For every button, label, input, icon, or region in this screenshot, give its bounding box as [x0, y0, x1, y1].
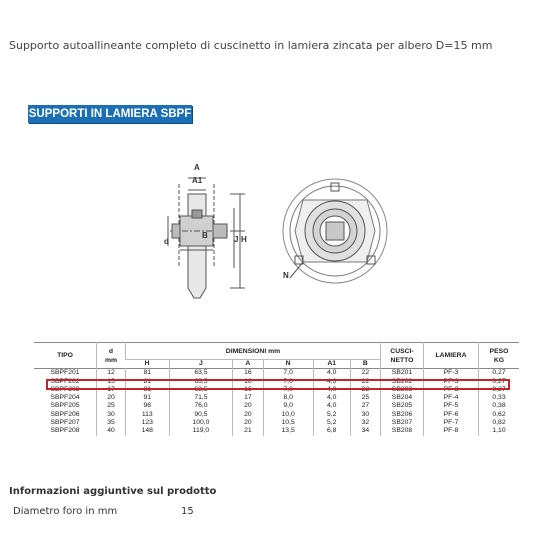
- label-d: d: [164, 237, 169, 246]
- table-cell: 0,27: [479, 369, 520, 378]
- table-cell: 27: [350, 402, 380, 410]
- table-cell: 81: [126, 386, 170, 394]
- table-cell: 8,0: [263, 394, 313, 402]
- table-cell: SBPF201: [50, 369, 80, 377]
- table-cell: SB203: [381, 386, 424, 394]
- table-cell: 35: [97, 419, 126, 427]
- table-cell: 9,0: [263, 402, 313, 410]
- table-cell: 40: [97, 427, 126, 435]
- table-cell: 4,0: [313, 402, 350, 410]
- table-cell: PF-3: [424, 369, 479, 378]
- table-cell: 0,33: [479, 394, 520, 402]
- table-cell: PF-7: [424, 419, 479, 427]
- table-cell: 71,5: [169, 394, 233, 402]
- table-cell: SB206: [381, 411, 424, 419]
- table-cell: 32: [350, 419, 380, 427]
- label-n: N: [283, 271, 289, 280]
- label-j: J: [234, 235, 239, 244]
- table-cell: 10,0: [263, 411, 313, 419]
- table-cell: PF-8: [424, 427, 479, 435]
- section-banner: SUPPORTI IN LAMIERA SBPF: [28, 105, 192, 123]
- table-cell: 16: [233, 386, 263, 394]
- table-row: [34, 427, 519, 435]
- table-cell: 81: [126, 369, 170, 378]
- table-cell: 21: [233, 427, 263, 435]
- info-value: 15: [181, 506, 194, 517]
- table-cell: 17: [233, 394, 263, 402]
- table-cell: PF-6: [424, 411, 479, 419]
- table-cell: SB201: [381, 369, 424, 378]
- table-cell: 12: [97, 369, 126, 378]
- table-cell: 25: [97, 402, 126, 410]
- selected-row-highlight: [46, 379, 510, 390]
- header-cuscinetto: CUSCI- NETTO: [381, 343, 424, 369]
- table-cell: 34: [350, 427, 380, 435]
- table-cell: 30: [350, 411, 380, 419]
- table-cell: SBPF207: [50, 419, 80, 427]
- table-cell: 5,2: [313, 411, 350, 419]
- table-cell: 90,5: [169, 411, 233, 419]
- front-view: [283, 179, 387, 283]
- table-cell: 0,27: [479, 378, 520, 386]
- table-cell: 4,0: [313, 378, 350, 386]
- table-cell: 0,38: [479, 402, 520, 410]
- table-cell: 0,27: [479, 386, 520, 394]
- table-cell: 22: [350, 369, 380, 378]
- header-lamiera: LAMIERA: [424, 343, 479, 369]
- table-cell: SBPF204: [50, 394, 80, 402]
- subheader-j: J: [169, 360, 233, 369]
- table-cell: 81: [126, 378, 170, 386]
- table-cell: 5,2: [313, 419, 350, 427]
- table-cell: 63,5: [169, 369, 233, 378]
- table-cell: 123: [126, 419, 170, 427]
- table-cell: 4,0: [313, 386, 350, 394]
- subheader-a: A: [233, 360, 263, 369]
- table-cell: 13,5: [263, 427, 313, 435]
- table-cell: 100,0: [169, 419, 233, 427]
- table-cell: 0,82: [479, 419, 520, 427]
- label-h: H: [241, 235, 247, 244]
- table-cell: 4,0: [313, 369, 350, 378]
- table-cell: SBPF205: [50, 402, 80, 410]
- table-cell: 113: [126, 411, 170, 419]
- table-cell: SBPF208: [50, 427, 80, 435]
- table-cell: 16: [233, 378, 263, 386]
- subheader-n: N: [263, 360, 313, 369]
- table-cell: SB207: [381, 419, 424, 427]
- table-row: [34, 369, 519, 378]
- header-dimensioni: DIMENSIONI mm: [126, 343, 381, 360]
- product-title: Supporto autoallineante completo di cuscinetto in lamiera zincata per albero D=15 mm: [9, 39, 493, 52]
- table-cell: SB202: [381, 378, 424, 386]
- table-cell: 6,8: [313, 427, 350, 435]
- table-cell: 20: [233, 402, 263, 410]
- table-cell: 1,10: [479, 427, 520, 435]
- table-cell: 30: [97, 411, 126, 419]
- label-a1: A1: [192, 176, 203, 185]
- table-cell: PF-5: [424, 402, 479, 410]
- table-cell: PF-3: [424, 386, 479, 394]
- table-cell: 10,5: [263, 419, 313, 427]
- header-peso: PESO KG: [479, 343, 520, 369]
- table-cell: 15: [97, 378, 126, 386]
- info-heading: Informazioni aggiuntive sul prodotto: [9, 486, 217, 497]
- table-cell: 0,62: [479, 411, 520, 419]
- table-cell: 91: [126, 394, 170, 402]
- table-cell: SB204: [381, 394, 424, 402]
- table-cell: 4,0: [313, 394, 350, 402]
- subheader-b: B: [350, 360, 380, 369]
- table-cell: 76,0: [169, 402, 233, 410]
- table-cell: 17: [97, 386, 126, 394]
- table-cell: 63,5: [169, 386, 233, 394]
- table-cell: SB205: [381, 402, 424, 410]
- table-cell: 119,0: [169, 427, 233, 435]
- table-cell: PF-4: [424, 394, 479, 402]
- subheader-a1: A1: [313, 360, 350, 369]
- table-row: [34, 402, 519, 410]
- table-cell: 16: [233, 369, 263, 378]
- label-b: B: [202, 231, 208, 240]
- table-cell: 22: [350, 386, 380, 394]
- label-a: A: [194, 163, 200, 172]
- table-cell: 7,0: [263, 386, 313, 394]
- table-cell: SBPF202: [50, 377, 80, 385]
- table-cell: 7,0: [263, 369, 313, 378]
- info-label: Diametro foro in mm: [13, 506, 118, 517]
- table-row: [34, 411, 519, 419]
- table-row: [34, 394, 519, 402]
- header-d: d mm: [97, 343, 126, 369]
- table-cell: 63,5: [169, 378, 233, 386]
- table-cell: 20: [97, 394, 126, 402]
- table-cell: SBPF206: [50, 410, 80, 418]
- table-cell: 25: [350, 394, 380, 402]
- table-cell: PF-3: [424, 378, 479, 386]
- table-cell: 96: [126, 402, 170, 410]
- technical-drawing: [150, 150, 390, 300]
- table-cell: 148: [126, 427, 170, 435]
- subheader-h: H: [126, 360, 170, 369]
- table-cell: 22: [350, 378, 380, 386]
- header-tipo: TIPO: [34, 343, 97, 369]
- table-cell: SB208: [381, 427, 424, 435]
- table-cell: SBPF203: [50, 385, 80, 393]
- table-cell: 20: [233, 419, 263, 427]
- table-cell: 20: [233, 411, 263, 419]
- table-cell: 7,0: [263, 378, 313, 386]
- table-row: [34, 419, 519, 427]
